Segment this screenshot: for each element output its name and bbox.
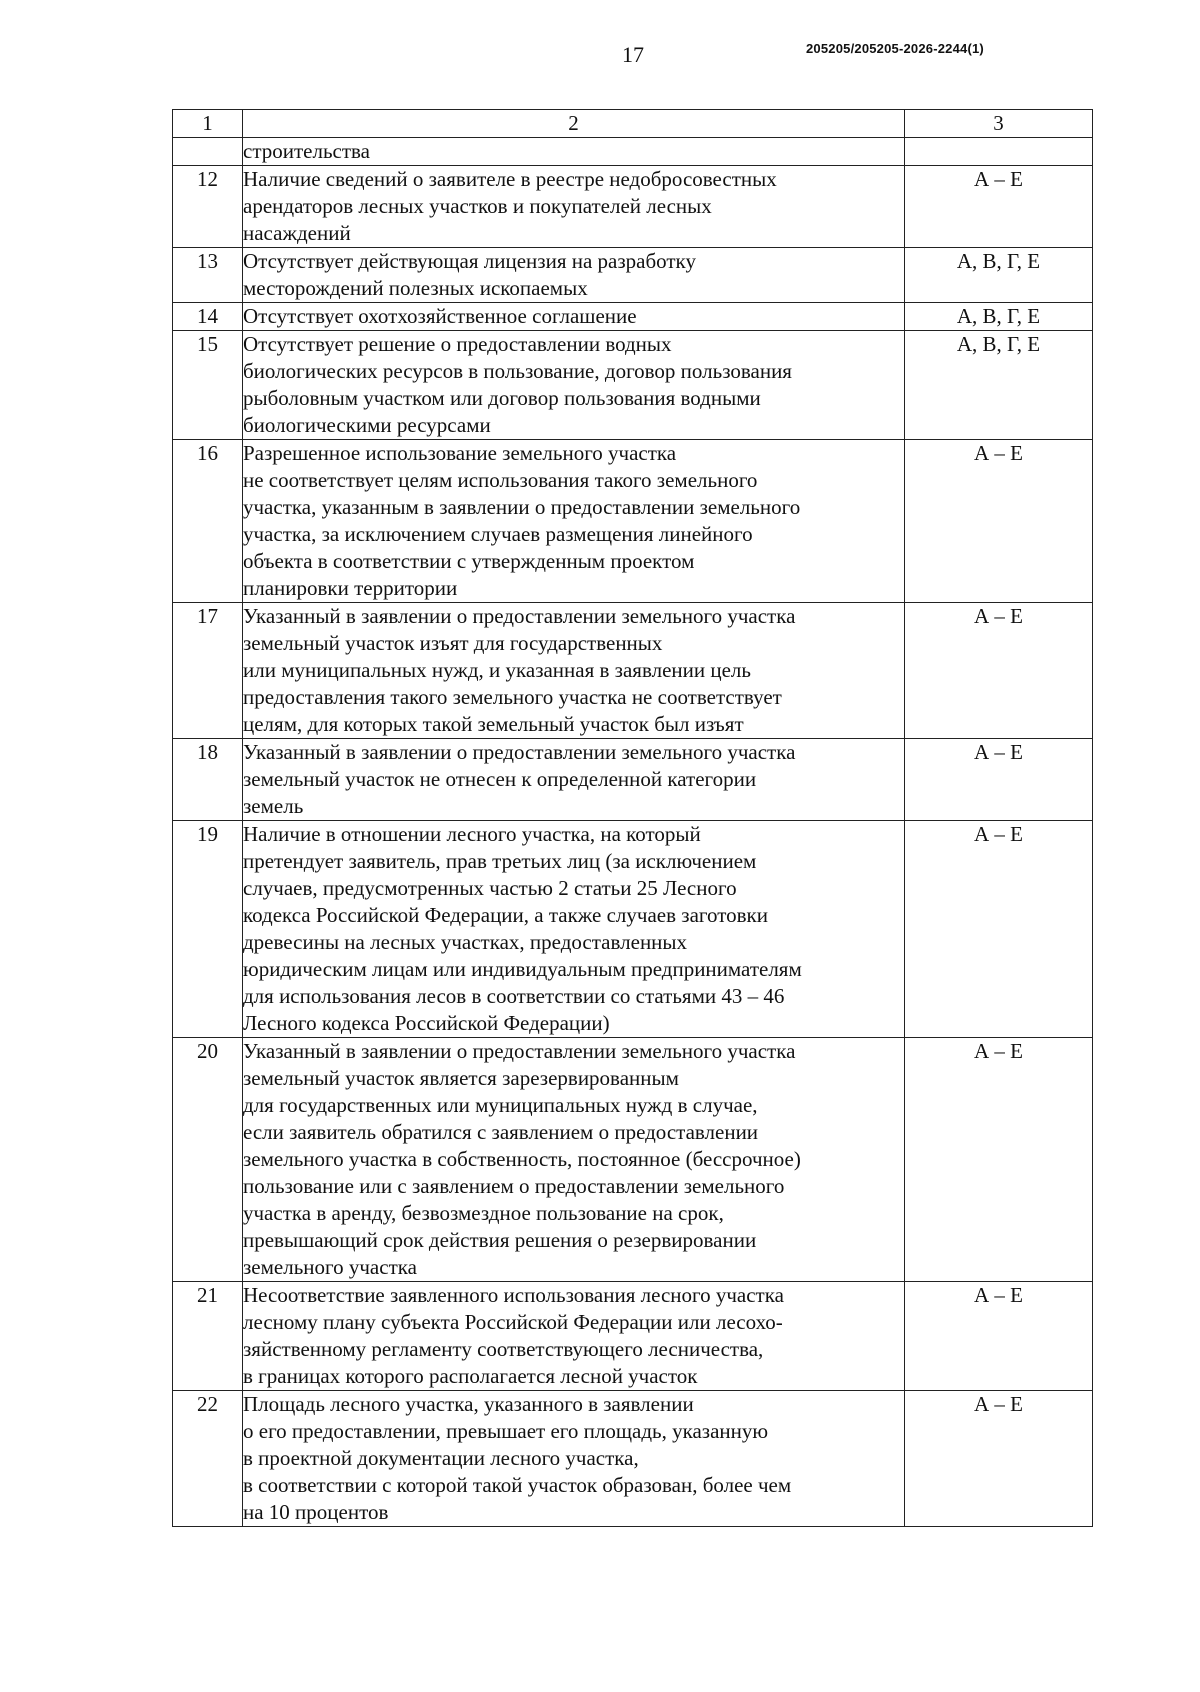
- table-row: [173, 166, 1093, 248]
- row-text: Разрешенное использование земельного участка не соответствует целям использования такого земельного участка, указанным в заявлении о предоставлении земельного участка, за исключением случаев размещения линейного объекта в соответствии с утвержденным проектом планировки территории: [243, 440, 905, 603]
- row-text: Отсутствует решение о предоставлении водных биологических ресурсов в пользование, договор пользования рыболовным участком или договор пользования водными биологическими ресурсами: [243, 331, 905, 440]
- table-row: [173, 440, 1093, 603]
- row-number: 18: [173, 739, 243, 821]
- table-row: [173, 1038, 1093, 1282]
- table-row: [173, 248, 1093, 303]
- row-number: 16: [173, 440, 243, 603]
- row-text: Площадь лесного участка, указанного в заявлении о его предоставлении, превышает его площадь, указанную в проектной документации лесного участка, в соответствии с которой такой участок образован, более чем на 10 процентов: [243, 1391, 905, 1527]
- row-text: Указанный в заявлении о предоставлении земельного участка земельный участок изъят для государственных или муниципальных нужд, и указанная в заявлении цель предоставления такого земельного участка не соответствует целям, для которых такой земельный участок был изъят: [243, 603, 905, 739]
- row-applicability: А – Е: [905, 1391, 1093, 1527]
- table-header-row: [173, 110, 1093, 138]
- row-number: 17: [173, 603, 243, 739]
- row-applicability: А, В, Г, Е: [905, 303, 1093, 331]
- row-text: Наличие сведений о заявителе в реестре недобросовестных арендаторов лесных участков и покупателей лесных насаждений: [243, 166, 905, 248]
- row-applicability: А – Е: [905, 1038, 1093, 1282]
- row-text: Указанный в заявлении о предоставлении земельного участка земельный участок является зарезервированным для государственных или муниципальных нужд в случае, если заявитель обратился с заявлением о предоставлении земельного участка в собственность, постоянное (бессрочное) пользование или с заявлением о предоставлении земельного участка в аренду, безвозмездное пользование на срок, превышающий срок действия решения о резервировании земельного участка: [243, 1038, 905, 1282]
- table-row: [173, 331, 1093, 440]
- row-text: строительства: [243, 138, 905, 166]
- row-applicability: [905, 138, 1093, 166]
- table-row: [173, 739, 1093, 821]
- table-row: [173, 303, 1093, 331]
- table-row: [173, 1391, 1093, 1527]
- row-text: Наличие в отношении лесного участка, на который претендует заявитель, прав третьих лиц (за исключением случаев, предусмотренных частью 2 статьи 25 Лесного кодекса Российской Федерации, а также случаев заготовки древесины на лесных участках, предоставленных юридическим лицам или индивидуальным предпринимателям для использования лесов в соответствии со статьями 43 – 46 Лесного кодекса Российской Федерации): [243, 821, 905, 1038]
- row-text: Отсутствует охотхозяйственное соглашение: [243, 303, 905, 331]
- row-number: 22: [173, 1391, 243, 1527]
- row-applicability: А – Е: [905, 739, 1093, 821]
- row-applicability: А – Е: [905, 603, 1093, 739]
- row-applicability: А, В, Г, Е: [905, 331, 1093, 440]
- row-number: 15: [173, 331, 243, 440]
- row-text: Указанный в заявлении о предоставлении земельного участка земельный участок не отнесен к определенной категории земель: [243, 739, 905, 821]
- row-applicability: А – Е: [905, 166, 1093, 248]
- row-number: 20: [173, 1038, 243, 1282]
- row-applicability: А, В, Г, Е: [905, 248, 1093, 303]
- column-header-3: 3: [905, 110, 1093, 138]
- row-text: Несоответствие заявленного использования лесного участка лесному плану субъекта Российской Федерации или лесохо- зяйственному регламенту соответствующего лесничества, в границах которого располагается лесной участок: [243, 1282, 905, 1391]
- table-row: [173, 138, 1093, 166]
- row-applicability: А – Е: [905, 440, 1093, 603]
- row-applicability: А – Е: [905, 821, 1093, 1038]
- page-number: 17: [622, 42, 644, 67]
- table-row: [173, 821, 1093, 1038]
- table-row: [173, 1282, 1093, 1391]
- row-number: 13: [173, 248, 243, 303]
- column-header-1: 1: [173, 110, 243, 138]
- document-code: 205205/205205-2026-2244(1): [806, 41, 984, 56]
- row-number: 19: [173, 821, 243, 1038]
- row-applicability: А – Е: [905, 1282, 1093, 1391]
- column-header-2: 2: [243, 110, 905, 138]
- row-number: [173, 138, 243, 166]
- row-number: 12: [173, 166, 243, 248]
- grounds-table: [172, 109, 1093, 1527]
- row-text: Отсутствует действующая лицензия на разработку месторождений полезных ископаемых: [243, 248, 905, 303]
- row-number: 14: [173, 303, 243, 331]
- row-number: 21: [173, 1282, 243, 1391]
- table-row: [173, 603, 1093, 739]
